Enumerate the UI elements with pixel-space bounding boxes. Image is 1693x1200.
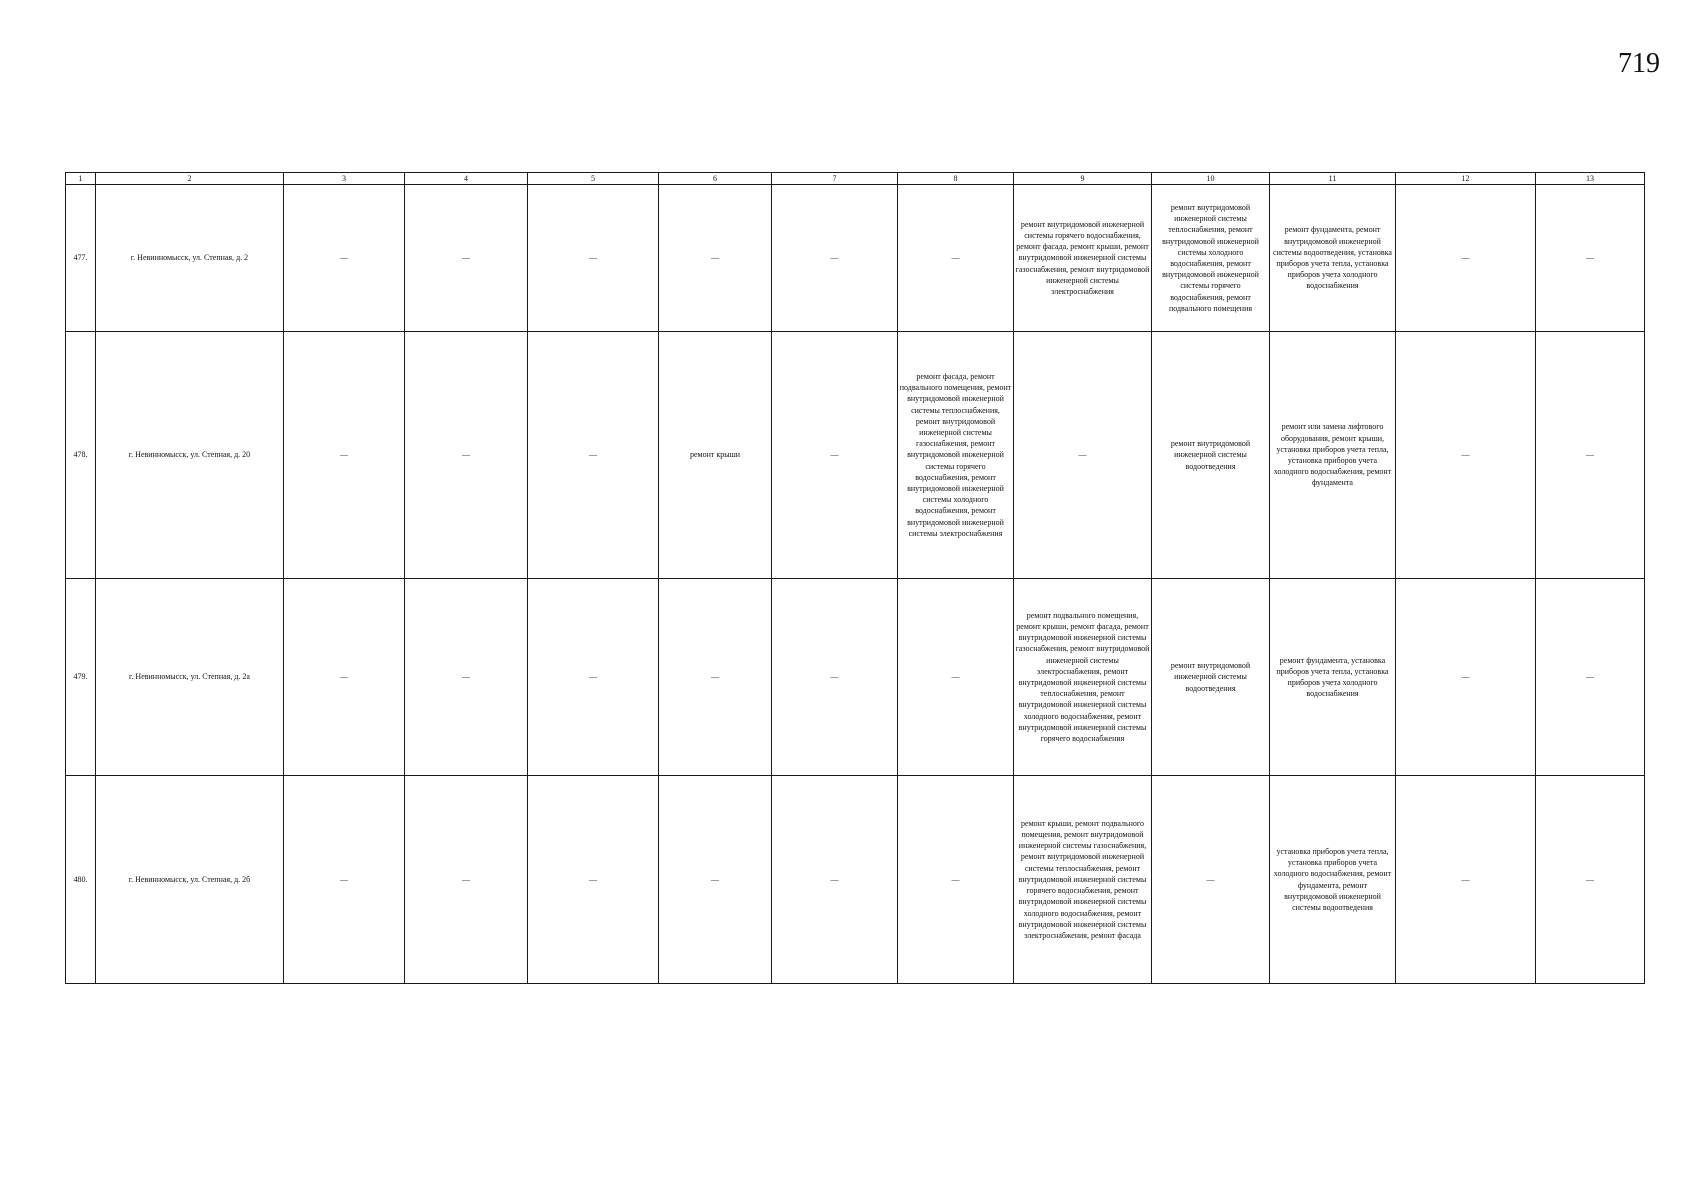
table-cell: —	[528, 579, 659, 776]
row-number: 478.	[66, 332, 96, 579]
table-cell: ремонт или замена лифтового оборудования, ремонт крыши, установка приборов учета тепла, установка приборов учета холодного водоснабжения, ремонт фундамента	[1270, 332, 1396, 579]
row-number: 477.	[66, 185, 96, 332]
table-cell: ремонт фасада, ремонт подвального помещения, ремонт внутридомовой инженерной системы теплоснабжения, ремонт внутридомовой инженерной системы газоснабжения, ремонт внутридомовой инженерной системы горячего водоснабжения, ремонт внутридомовой инженерной системы холодного водоснабжения, ремонт внутридомовой инженерной системы электроснабжения	[898, 332, 1014, 579]
page-number: 719	[1618, 48, 1660, 79]
table-cell: —	[528, 776, 659, 984]
table-cell: —	[284, 332, 405, 579]
row-number: 480.	[66, 776, 96, 984]
table-cell: —	[772, 579, 898, 776]
row-address: г. Невинномысск, ул. Степная, д. 2	[96, 185, 284, 332]
row-address: г. Невинномысск, ул. Степная, д. 2а	[96, 579, 284, 776]
table-cell: —	[1536, 579, 1645, 776]
table-cell: —	[1396, 185, 1536, 332]
table-cell: ремонт внутридомовой инженерной системы водоотведения	[1152, 579, 1270, 776]
table-cell: —	[898, 185, 1014, 332]
column-number: 6	[659, 173, 772, 185]
table-cell: —	[1396, 332, 1536, 579]
column-number: 2	[96, 173, 284, 185]
table-row	[66, 185, 1645, 332]
row-address: г. Невинномысск, ул. Степная, д. 20	[96, 332, 284, 579]
column-number: 11	[1270, 173, 1396, 185]
table-cell: —	[284, 776, 405, 984]
table-row	[66, 776, 1645, 984]
column-number: 10	[1152, 173, 1270, 185]
repair-schedule-table	[65, 172, 1645, 984]
column-number: 5	[528, 173, 659, 185]
column-number: 13	[1536, 173, 1645, 185]
table-cell: ремонт крыши, ремонт подвального помещения, ремонт внутридомовой инженерной системы газоснабжения, ремонт внутридомовой инженерной системы теплоснабжения, ремонт внутридомовой инженерной системы горячего водоснабжения, ремонт внутридомовой инженерной системы холодного водоснабжения, ремонт внутридомовой инженерной системы электроснабжения, ремонт фасада	[1014, 776, 1152, 984]
table-row	[66, 332, 1645, 579]
table-cell: —	[284, 185, 405, 332]
column-number-row	[66, 173, 1645, 185]
table-cell: —	[898, 776, 1014, 984]
table-cell: ремонт внутридомовой инженерной системы горячего водоснабжения, ремонт фасада, ремонт крыши, ремонт внутридомовой инженерной системы газоснабжения, ремонт внутридомовой инженерной системы электроснабжения	[1014, 185, 1152, 332]
column-number: 1	[66, 173, 96, 185]
table-cell: —	[772, 776, 898, 984]
table-cell: —	[659, 185, 772, 332]
row-address: г. Невинномысск, ул. Степная, д. 2б	[96, 776, 284, 984]
column-number: 12	[1396, 173, 1536, 185]
table-cell: —	[1152, 776, 1270, 984]
table-cell: —	[405, 579, 528, 776]
row-number: 479.	[66, 579, 96, 776]
column-number: 7	[772, 173, 898, 185]
column-number: 3	[284, 173, 405, 185]
table-cell: ремонт внутридомовой инженерной системы водоотведения	[1152, 332, 1270, 579]
table-cell: —	[772, 185, 898, 332]
table-cell: —	[1536, 185, 1645, 332]
table-cell: ремонт крыши	[659, 332, 772, 579]
column-number: 9	[1014, 173, 1152, 185]
table-cell: —	[898, 579, 1014, 776]
table-cell: ремонт внутридомовой инженерной системы теплоснабжения, ремонт внутридомовой инженерной системы холодного водоснабжения, ремонт внутридомовой инженерной системы горячего водоснабжения, ремонт подвального помещения	[1152, 185, 1270, 332]
table-cell: —	[405, 185, 528, 332]
table-cell: —	[528, 185, 659, 332]
table-cell: —	[659, 579, 772, 776]
column-number: 8	[898, 173, 1014, 185]
table-cell: —	[772, 332, 898, 579]
table-cell: —	[1536, 332, 1645, 579]
table-row	[66, 579, 1645, 776]
table-cell: —	[659, 776, 772, 984]
table-cell: ремонт фундамента, ремонт внутридомовой инженерной системы водоотведения, установка приборов учета тепла, установка приборов учета холодного водоснабжения	[1270, 185, 1396, 332]
table-cell: —	[528, 332, 659, 579]
table-cell: —	[405, 332, 528, 579]
table-cell: —	[1396, 579, 1536, 776]
table-cell: —	[1536, 776, 1645, 984]
table-cell: —	[1396, 776, 1536, 984]
table-cell: ремонт подвального помещения, ремонт крыши, ремонт фасада, ремонт внутридомовой инженерной системы газоснабжения, ремонт внутридомовой инженерной системы электроснабжения, ремонт внутридомовой инженерной системы теплоснабжения, ремонт внутридомовой инженерной системы холодного водоснабжения, ремонт внутридомовой инженерной системы горячего водоснабжения	[1014, 579, 1152, 776]
table-cell: установка приборов учета тепла, установка приборов учета холодного водоснабжения, ремонт фундамента, ремонт внутридомовой инженерной системы водоотведения	[1270, 776, 1396, 984]
column-number: 4	[405, 173, 528, 185]
table-cell: ремонт фундамента, установка приборов учета тепла, установка приборов учета холодного водоснабжения	[1270, 579, 1396, 776]
table-cell: —	[405, 776, 528, 984]
table-cell: —	[284, 579, 405, 776]
table-cell: —	[1014, 332, 1152, 579]
